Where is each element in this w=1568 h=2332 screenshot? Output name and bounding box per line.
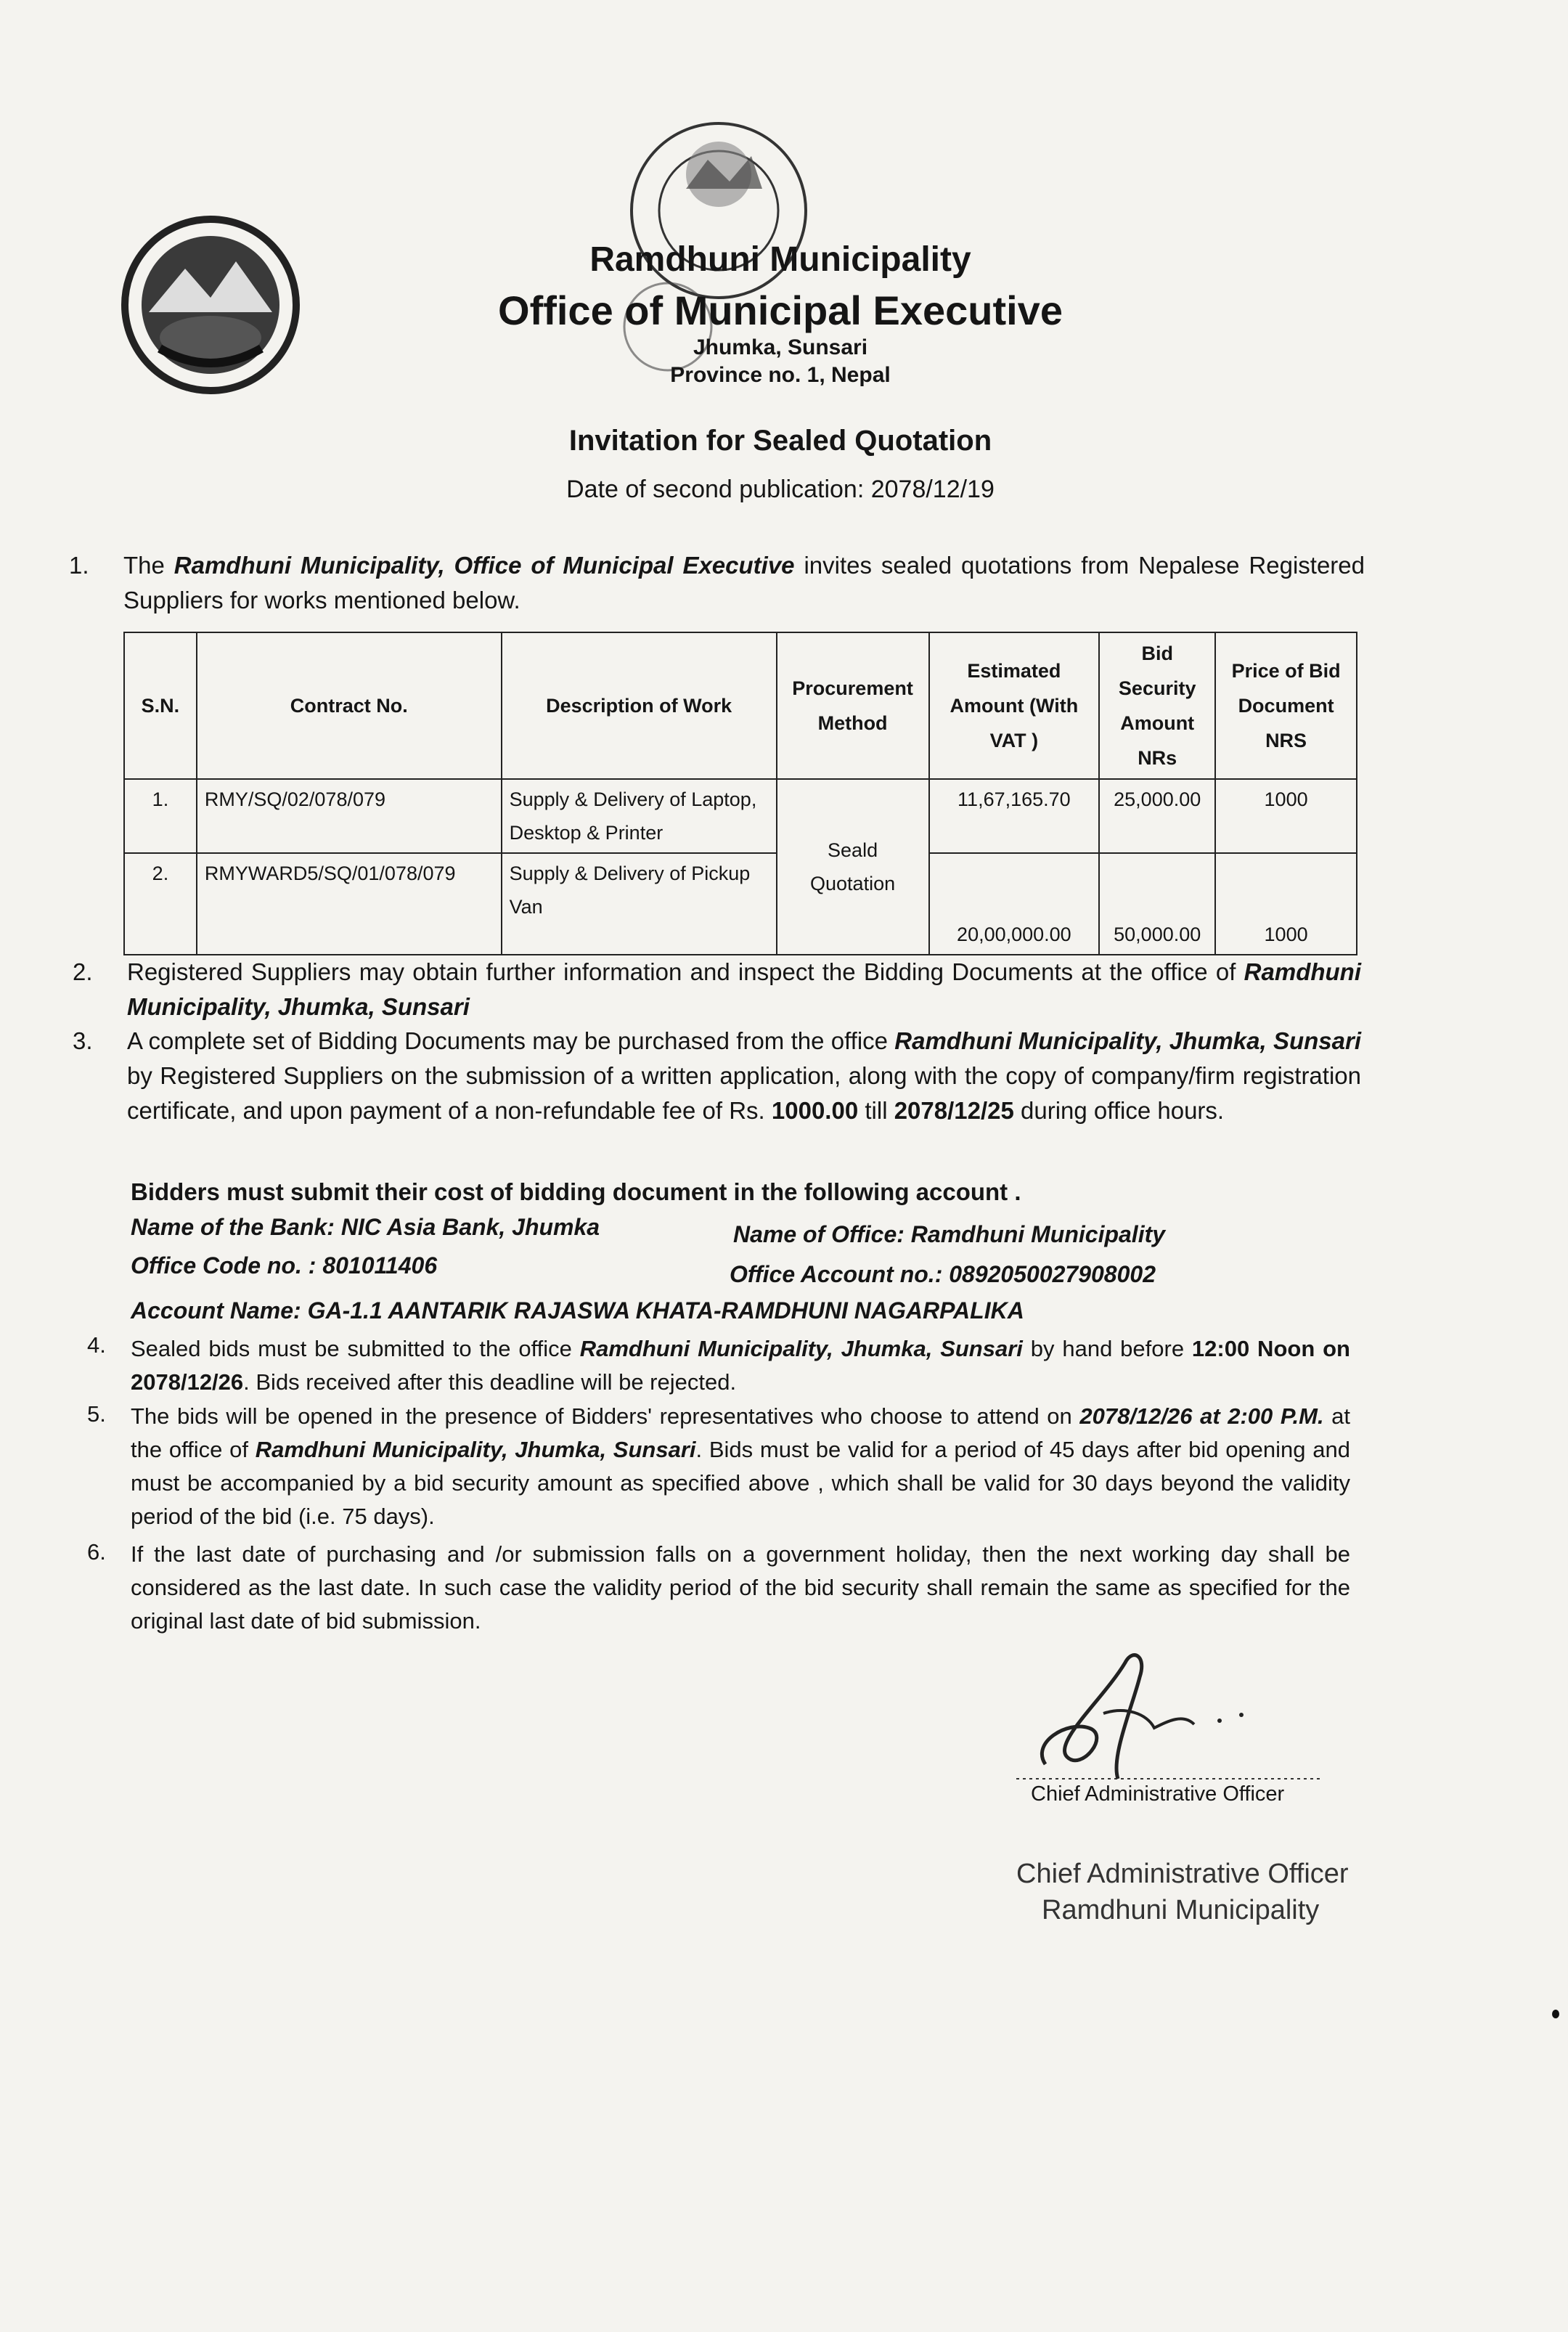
account-name: Account Name: GA-1.1 AANTARIK RAJASWA KHATA-RAMDHUNI NAGARPALIKA: [131, 1297, 1024, 1324]
office-account-no: Office Account no.: 0892050027908002: [730, 1261, 1156, 1287]
header-sn: S.N.: [124, 632, 197, 779]
seal-title: Chief Administrative Officer: [1016, 1859, 1349, 1889]
item-6-text: If the last date of purchasing and /or submission falls on a government holiday, then the next working day shall be considered as the last date. In such case the validity period of the bid security shall remain the same as specified for the original last date of bid submission.: [131, 1541, 1350, 1634]
ink-dot: [1552, 2010, 1559, 2018]
cell-contract: RMYWARD5/SQ/01/078/079: [197, 853, 502, 955]
cell-sn: 2.: [124, 853, 197, 955]
item-number: 4.: [87, 1332, 106, 1358]
cell-description: Supply & Delivery of Laptop, Desktop & Printer: [502, 779, 777, 853]
cell-amount: 11,67,165.70: [929, 779, 1100, 853]
office-province: Province no. 1, Nepal: [670, 363, 891, 387]
header-description: Description of Work: [502, 632, 777, 779]
item-number: 3.: [73, 1027, 93, 1054]
header-price: Price of Bid Document NRS: [1215, 632, 1357, 779]
cell-security: 50,000.00: [1099, 853, 1215, 955]
item-3-text: A complete set of Bidding Documents may be purchased from the office Ramdhuni Municipality, Jhumka, Sunsari by Registered Suppliers on the submission of a written application, along with the copy of company/firm registration certificate, and upon payment of a non-refundable fee of Rs. 1000.00 till 2078/12/25 during office hours.: [127, 1027, 1362, 1124]
nepal-emblem-icon: [116, 203, 305, 399]
item-2-text: Registered Suppliers may obtain further information and inspect the Bidding Documents at the office of Ramdhuni Municipality, Jhumka, Sunsari: [127, 958, 1361, 1020]
table-row: [124, 853, 1357, 955]
table-row: [124, 779, 1357, 853]
bid-table: [123, 632, 1357, 955]
office-address: Jhumka, Sunsari: [693, 335, 868, 359]
account-intro: Bidders must submit their cost of bidding document in the following account .: [131, 1178, 1021, 1205]
cell-sn: 1.: [124, 779, 197, 853]
cell-amount: 20,00,000.00: [929, 853, 1100, 955]
signature-line-label: Chief Administrative Officer: [1031, 1782, 1285, 1806]
bank-name: Name of the Bank: NIC Asia Bank, Jhumka: [131, 1214, 600, 1240]
office-name: Office of Municipal Executive: [498, 288, 1063, 333]
municipality-name: Ramdhuni Municipality: [589, 240, 971, 279]
signature-icon: [1002, 1634, 1328, 1801]
item-5-text: The bids will be opened in the presence of Bidders' representatives who choose to attend on 2078/12/26 at 2:00 P.M. at the office of Ramdhuni Municipality, Jhumka, Sunsari. Bids must be valid for a period of 45 days after bid opening and must be accompanied by a bid security amount as specified above , which shall be valid for 30 days beyond the validity period of the bid (i.e. 75 days).: [131, 1403, 1351, 1529]
cell-price: 1000: [1215, 853, 1357, 955]
item-number: 2.: [73, 958, 93, 985]
cell-description: Supply & Delivery of Pickup Van: [502, 853, 777, 955]
publication-date: Date of second publication: 2078/12/19: [566, 476, 995, 503]
item-1-text: The Ramdhuni Municipality, Office of Municipal Executive invites sealed quotations from Nepalese Registered Suppliers for works mentioned below.: [123, 552, 1365, 613]
item-number: 1.: [69, 552, 89, 579]
seal-organization: Ramdhuni Municipality: [1042, 1895, 1320, 1925]
cell-security: 25,000.00: [1099, 779, 1215, 853]
item-4-text: Sealed bids must be submitted to the office Ramdhuni Municipality, Jhumka, Sunsari by hand before 12:00 Noon on 2078/12/26. Bids received after this deadline will be rejected.: [131, 1336, 1350, 1395]
cell-method: Seald Quotation: [777, 779, 929, 955]
header-amount: Estimated Amount (With VAT ): [929, 632, 1100, 779]
item-number: 5.: [87, 1401, 106, 1427]
header-method: Procurement Method: [777, 632, 929, 779]
item-number: 6.: [87, 1539, 106, 1565]
notice-title: Invitation for Sealed Quotation: [568, 425, 992, 457]
header-security: Bid Security Amount NRs: [1099, 632, 1215, 779]
cell-contract: RMY/SQ/02/078/079: [197, 779, 502, 853]
cell-price: 1000: [1215, 779, 1357, 853]
office-name-field: Name of Office: Ramdhuni Municipality: [733, 1221, 1166, 1247]
header-contract: Contract No.: [197, 632, 502, 779]
svg-text:~~~~~~: ~~~~~~: [184, 385, 237, 396]
office-code: Office Code no. : 801011406: [131, 1252, 438, 1279]
table-header-row: [124, 632, 1357, 779]
